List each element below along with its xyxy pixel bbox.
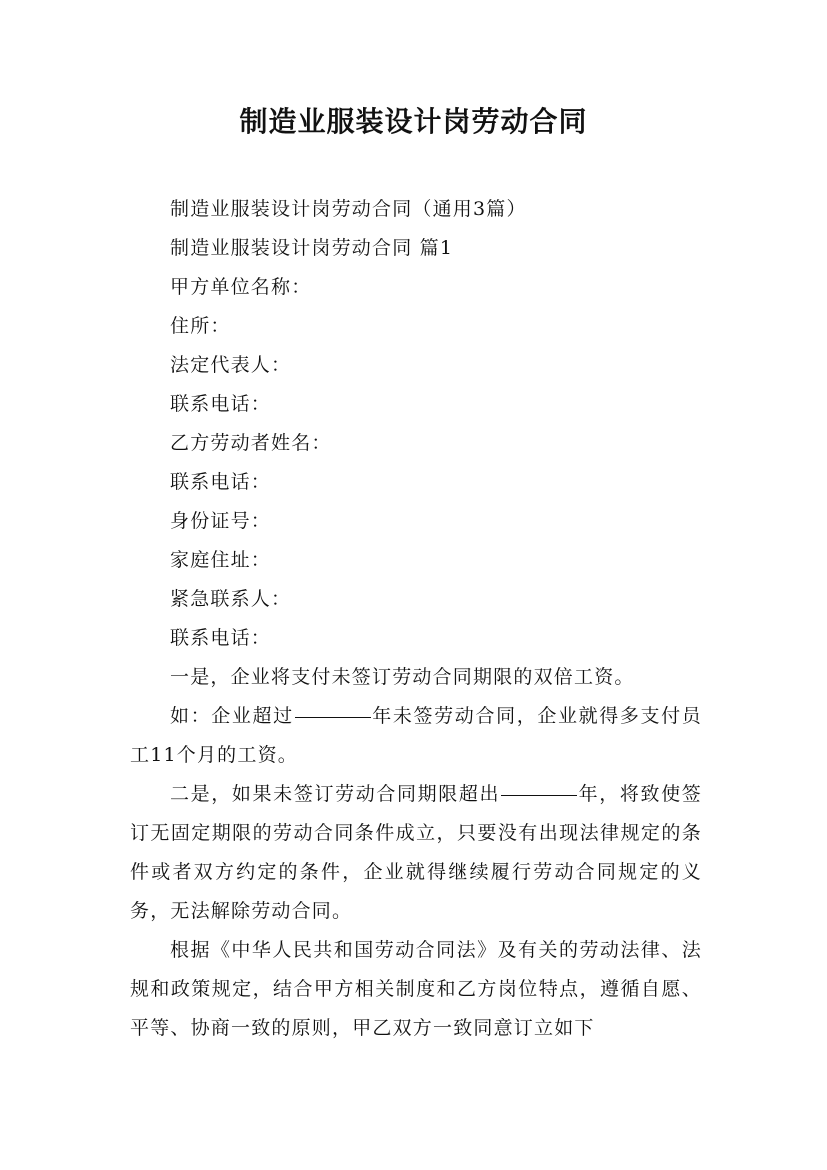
field-id-number: 身份证号：	[170, 510, 272, 532]
field-party-a-name: 甲方单位名称：	[170, 276, 312, 298]
paragraph-example-after: 年未签劳动合同，企业就得多支付员工11个月的工资。	[130, 705, 703, 766]
field-legal-representative: 法定代表人：	[170, 354, 292, 376]
paragraph-clause-two-before: 二是，如果未签订劳动合同期限超出	[170, 783, 501, 805]
paragraph-clause-two-after: 年，将致使签订无固定期限的劳动合同条件成立，只要没有出现法律规定的条件或者双方约定的条件，企业就得继续履行劳动合同规定的义务，无法解除劳动合同。	[130, 783, 703, 922]
clause-one: 一是，企业将支付未签订劳动合同期限的双倍工资。	[170, 666, 635, 688]
field-party-b-name: 乙方劳动者姓名：	[170, 432, 332, 454]
document-title: 制造业服装设计岗劳动合同	[239, 105, 588, 138]
field-phone-a: 联系电话：	[170, 393, 272, 415]
field-home-address: 家庭住址：	[170, 549, 272, 571]
subtitle-line: 制造业服装设计岗劳动合同（通用3篇）	[170, 198, 527, 220]
paragraph-legal-basis: 根据《中华人民共和国劳动合同法》及有关的劳动法律、法规和政策规定，结合甲方相关制度和乙方岗位特点，遵循自愿、平等、协商一致的原则，甲乙双方一致同意订立如下	[130, 939, 702, 1039]
blank-line	[501, 794, 577, 796]
field-phone-emergency: 联系电话：	[170, 627, 272, 649]
field-phone-b: 联系电话：	[170, 471, 272, 493]
field-address: 住所：	[170, 315, 231, 337]
document-body	[130, 190, 702, 1048]
field-emergency-contact: 紧急联系人：	[170, 588, 292, 610]
section-heading: 制造业服装设计岗劳动合同 篇1	[170, 237, 454, 259]
paragraph-example-before: 如：企业超过	[170, 705, 294, 727]
paragraph-example	[130, 697, 702, 775]
paragraph-clause-two	[130, 775, 702, 931]
blank-line	[295, 716, 371, 718]
